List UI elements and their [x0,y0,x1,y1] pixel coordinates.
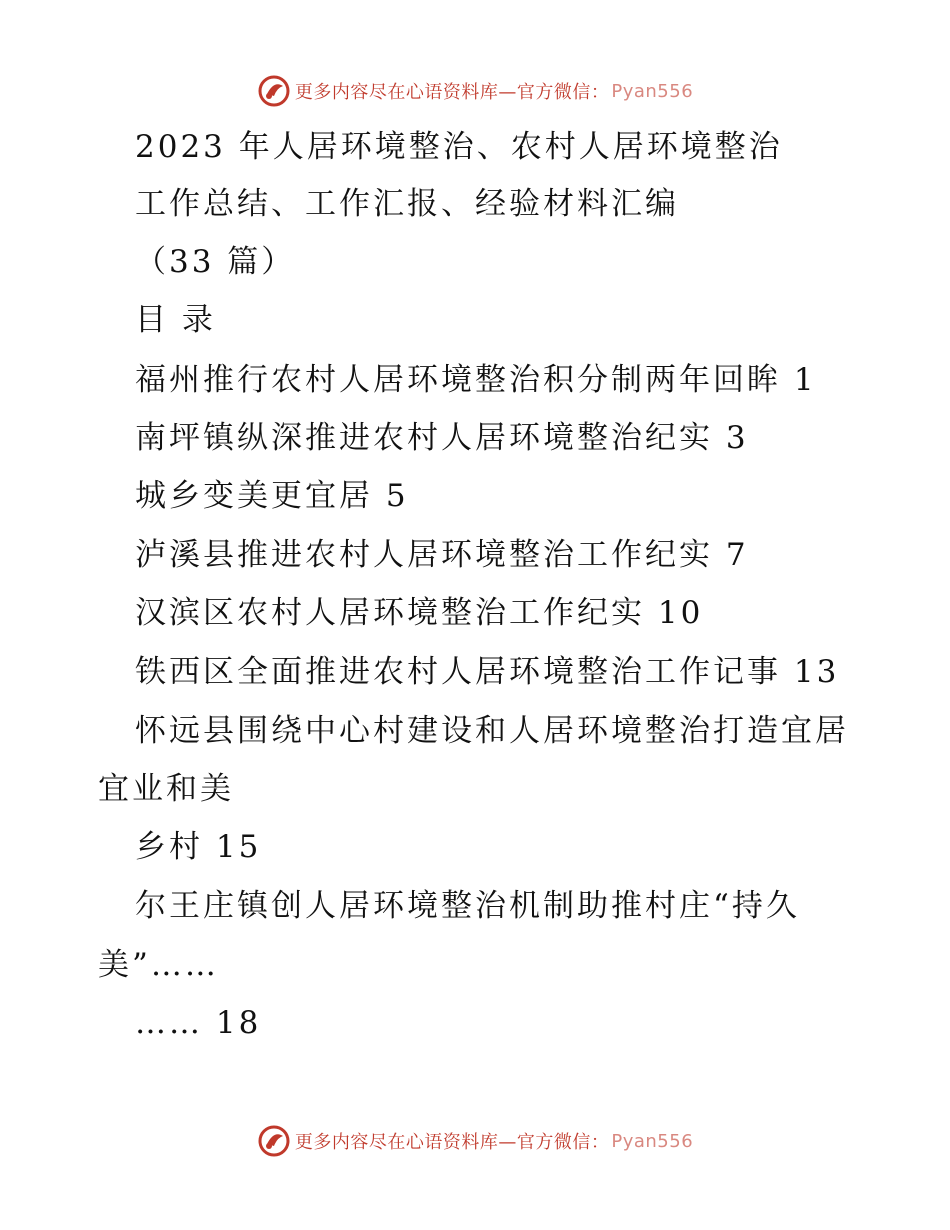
toc-entry: 怀远县围绕中心村建设和人居环境整治打造宜居 [135,713,849,749]
toc-entry-continuation: 乡村 15 [135,829,262,865]
footer-watermark [0,1124,950,1158]
document-title-line-2: 工作总结、工作汇报、经验材料汇编 [135,186,679,222]
document-title-line-1: 2023 年人居环境整治、农村人居环境整治 [135,129,783,165]
header-watermark [0,74,950,108]
toc-entry: 汉滨区农村人居环境整治工作纪实 10 [135,595,704,631]
watermark-text: 更多内容尽在心语资料库—官方微信： [294,82,610,103]
toc-heading: 目 录 [135,302,216,338]
toc-entry-continuation: 美”…… [98,947,219,983]
toc-entry: 城乡变美更宜居 5 [135,478,409,514]
toc-entry: 泸溪县推进农村人居环境整治工作纪实 7 [135,537,749,573]
document-count: （33 篇） [135,244,296,280]
watermark-wechat-id: Pyan556 [611,80,694,102]
library-logo-icon [257,74,291,108]
toc-entry: 铁西区全面推进农村人居环境整治工作记事 13 [135,654,840,690]
toc-entry: 福州推行农村人居环境整治积分制两年回眸 1 [135,362,817,398]
library-logo-icon [257,1124,291,1158]
watermark-wechat-id: Pyan556 [611,1130,694,1152]
toc-entry-continuation: 宜业和美 [98,771,234,807]
toc-entry-continuation: …… 18 [135,1005,262,1041]
toc-entry: 南坪镇纵深推进农村人居环境整治纪实 3 [135,420,749,456]
watermark-text: 更多内容尽在心语资料库—官方微信： [294,1132,610,1153]
toc-entry: 尔王庄镇创人居环境整治机制助推村庄“持久 [135,888,800,924]
